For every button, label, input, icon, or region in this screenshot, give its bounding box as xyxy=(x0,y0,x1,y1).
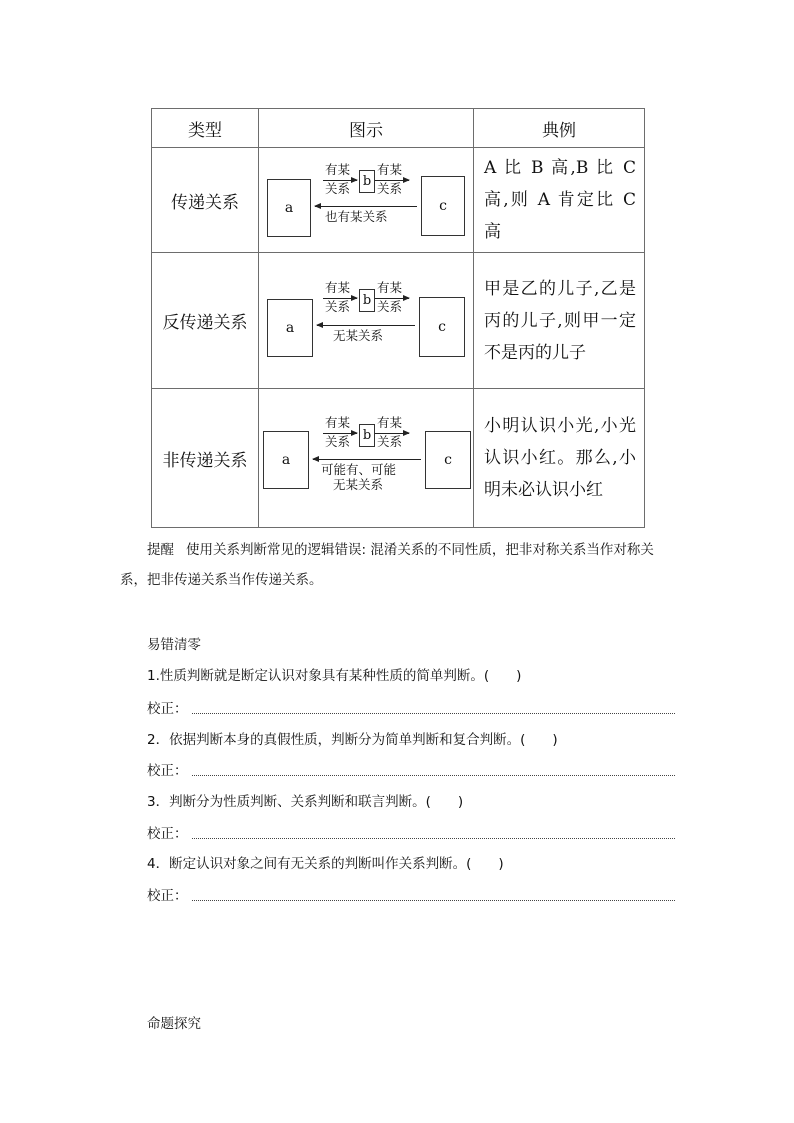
correction-label: 校正： xyxy=(147,888,188,904)
row-diagram xyxy=(259,389,474,528)
question-2: 2．依据判断本身的真假性质，判断分为简单判断和复合判断。( ) xyxy=(147,732,558,748)
table-row xyxy=(152,389,645,528)
antitransitive-diagram xyxy=(259,253,473,388)
table-header-row xyxy=(152,109,645,148)
question-4: 4．断定认识对象之间有无关系的判断叫作关系判断。( ) xyxy=(147,856,504,872)
tip-paragraph xyxy=(120,535,676,595)
label-top-left: 有某 xyxy=(325,161,351,177)
correction-row-2 xyxy=(147,759,675,779)
row-type: 非传递关系 xyxy=(152,389,259,528)
box-c: c xyxy=(421,176,465,236)
question-1: 1.性质判断就是断定认识对象具有某种性质的简单判断。( ) xyxy=(147,668,522,684)
arrow-c-to-a xyxy=(315,206,417,207)
row-type: 反传递关系 xyxy=(152,253,259,389)
row-diagram xyxy=(259,148,474,253)
box-a: a xyxy=(267,299,313,357)
label-bottom-right: 关系 xyxy=(377,434,403,449)
correction-row-3 xyxy=(147,822,675,842)
correction-label: 校正： xyxy=(147,826,188,842)
header-type: 类型 xyxy=(152,109,259,148)
box-b: b xyxy=(359,424,375,447)
label-back: 无某关系 xyxy=(333,328,384,343)
arrow-c-to-a xyxy=(313,459,421,460)
box-c: c xyxy=(425,431,471,489)
label-back: 也有某关系 xyxy=(325,208,388,224)
row-example: 甲是乙的儿子,乙是丙的儿子,则甲一定不是丙的儿子 xyxy=(474,253,645,389)
box-b: b xyxy=(359,170,375,193)
label-back: 可能有、可能 xyxy=(321,462,397,477)
box-a: a xyxy=(263,431,309,489)
label-top-left: 有某 xyxy=(325,415,351,430)
label-bottom-right: 关系 xyxy=(377,299,403,314)
label-top-right: 有某 xyxy=(377,415,403,430)
correction-row-1 xyxy=(147,697,675,717)
question-3: 3．判断分为性质判断、关系判断和联言判断。( ) xyxy=(147,794,464,810)
tip-label: 提醒 xyxy=(147,542,174,558)
correction-line[interactable] xyxy=(192,774,676,776)
label-top-right: 有某 xyxy=(377,280,403,295)
header-example: 典例 xyxy=(474,109,645,148)
transitive-diagram xyxy=(259,152,473,249)
header-diagram: 图示 xyxy=(259,109,474,148)
table-row xyxy=(152,148,645,253)
row-type: 传递关系 xyxy=(152,148,259,253)
correction-line[interactable] xyxy=(192,899,676,901)
label-top-left: 有某 xyxy=(325,280,351,295)
label-bottom-left: 关系 xyxy=(325,434,351,449)
label-bottom-left: 关系 xyxy=(325,180,351,196)
correction-line[interactable] xyxy=(192,712,676,714)
table-row xyxy=(152,253,645,389)
label-back-2: 无某关系 xyxy=(333,477,384,492)
arrow-c-to-a xyxy=(317,325,415,326)
row-example: A 比 B 高,B 比 C 高,则 A 肯定比 C 高 xyxy=(474,148,645,253)
row-diagram xyxy=(259,253,474,389)
correction-row-4 xyxy=(147,884,675,904)
label-top-right: 有某 xyxy=(377,161,403,177)
box-c: c xyxy=(419,297,465,357)
box-a: a xyxy=(267,179,311,237)
label-bottom-right: 关系 xyxy=(377,180,403,196)
correction-label: 校正： xyxy=(147,763,188,779)
tip-text: 使用关系判断常见的逻辑错误: 混淆关系的不同性质，把非对称关系当作对称关系，把非传递关系当作传递关系。 xyxy=(120,542,654,588)
section-heading-topics: 命题探究 xyxy=(147,1016,201,1032)
relation-table xyxy=(151,108,645,528)
box-b: b xyxy=(359,289,375,312)
section-heading-errors: 易错清零 xyxy=(147,637,201,653)
nontransitive-diagram xyxy=(259,389,473,527)
correction-line[interactable] xyxy=(192,837,676,839)
label-bottom-left: 关系 xyxy=(325,299,351,314)
row-example: 小明认识小光,小光认识小红。那么,小明未必认识小红 xyxy=(474,389,645,528)
correction-label: 校正： xyxy=(147,701,188,717)
